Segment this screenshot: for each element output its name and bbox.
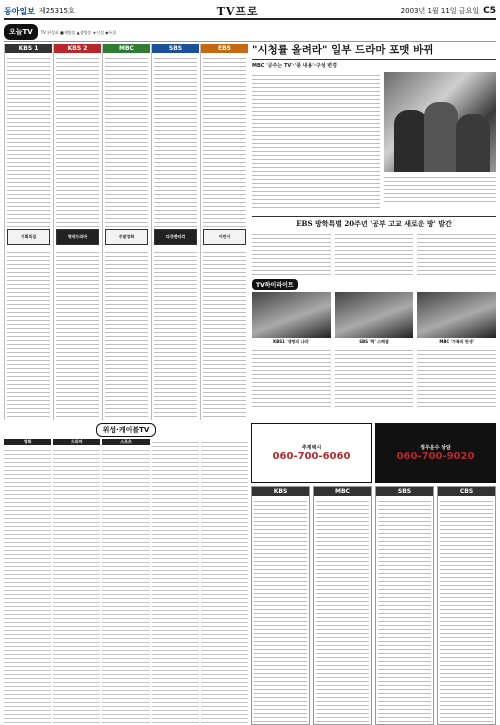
channel-column — [200, 44, 248, 420]
satellite-column — [53, 439, 100, 725]
radio-channel-header: SBS — [376, 487, 433, 496]
satellite-listing — [4, 447, 51, 725]
radio-column — [313, 486, 372, 725]
highlight-text-col — [335, 347, 414, 407]
channel-header: SBS — [152, 44, 199, 53]
bottom-section — [4, 423, 496, 725]
satellite-listing — [53, 447, 100, 725]
channel-header: EBS — [201, 44, 248, 53]
radio-column — [437, 486, 496, 725]
tv-schedule-grid — [4, 44, 248, 420]
promo-box: 기획특집 — [7, 229, 50, 245]
channel-column — [102, 44, 150, 420]
highlight-badge: TV하이라이트 — [252, 279, 298, 290]
program-listing — [154, 249, 197, 421]
sub-article-text — [417, 231, 496, 275]
ad-label: 추계택시 — [301, 445, 322, 451]
highlight-captions — [252, 339, 496, 345]
channel-header: MBC — [103, 44, 150, 53]
program-listing — [56, 249, 99, 421]
satellite-listing — [201, 439, 248, 725]
program-listing — [56, 55, 99, 227]
radio-column — [375, 486, 434, 725]
sub-article-text — [335, 231, 414, 275]
satellite-channel-header: 드라마 — [53, 439, 100, 445]
radio-listing — [378, 498, 431, 724]
issue-number: 제25315호 — [38, 7, 75, 15]
highlight-text — [252, 347, 496, 407]
article-subhead: MBC '공주는 TV'·'풍 내용'·구성 변경 — [252, 63, 337, 69]
channel-column — [4, 44, 52, 420]
satellite-cable-schedule — [4, 423, 248, 725]
section-title: TV프로 — [216, 5, 259, 18]
radio-column — [251, 486, 310, 725]
article-headline: "시청률 올려라" 일부 드라마 포맷 바뀌 — [252, 44, 496, 60]
page-number: C5 — [483, 6, 496, 16]
satellite-channel-header: 스포츠 — [102, 439, 149, 445]
ad-phone: 060-700-6060 — [272, 451, 351, 462]
today-tv-badge: 오늘TV — [4, 24, 38, 40]
masthead — [4, 4, 496, 20]
sub-article-headline: EBS 방학특별 20주년 '공부 고교 새로운 방' 발간 — [252, 216, 496, 229]
tv-guide-header — [4, 23, 496, 42]
radio-channel-header: CBS — [438, 487, 495, 496]
channel-column — [151, 44, 199, 420]
article-body — [252, 72, 496, 210]
article-text — [252, 72, 380, 210]
program-listing — [105, 249, 148, 421]
channel-header: KBS 2 — [54, 44, 101, 53]
advertisement — [375, 423, 496, 483]
program-listing — [203, 249, 246, 421]
sub-article-text — [252, 231, 331, 275]
article-photo — [384, 72, 496, 172]
program-listing — [203, 55, 246, 227]
satellite-channel-header: 영화 — [4, 439, 51, 445]
radio-channel-header: MBC — [314, 487, 371, 496]
sub-article-body — [252, 231, 496, 275]
program-listing — [154, 55, 197, 227]
radio-listing — [440, 498, 493, 724]
main-section — [4, 44, 496, 420]
satellite-column — [4, 439, 51, 725]
highlight-text-col — [417, 347, 496, 407]
feature-article — [252, 44, 496, 420]
program-listing — [7, 55, 50, 227]
photo-caption — [384, 174, 496, 204]
channel-header: KBS 1 — [5, 44, 52, 53]
satellite-badge: 위성·케이블TV — [96, 423, 157, 437]
satellite-column — [152, 439, 199, 725]
schedule-legend: TV 편성표 ■재방송 ▲생방송 ★신설 ◆특집 — [40, 29, 117, 35]
highlight-photo — [252, 292, 331, 338]
radio-listing — [316, 498, 369, 724]
promo-box: 어린이 — [203, 229, 246, 245]
highlight-photo — [417, 292, 496, 338]
ad-label: 정우운수 상담 — [420, 445, 451, 451]
highlight-photo — [335, 292, 414, 338]
highlight-caption: KBS1 '생명의 나라' — [273, 339, 310, 344]
newspaper-page — [4, 4, 496, 703]
radio-channel-header: KBS — [252, 487, 309, 496]
advertisement — [251, 423, 372, 483]
satellite-listing — [152, 439, 199, 725]
program-listing — [7, 249, 50, 421]
issue-date: 2003년 1월 11일 금요일 — [400, 7, 480, 15]
right-bottom-area — [251, 423, 496, 725]
promo-box: 주말영화 — [105, 229, 148, 245]
channel-column — [53, 44, 101, 420]
radio-listing — [254, 498, 307, 724]
highlight-text-col — [252, 347, 331, 407]
advertisement-row — [251, 423, 496, 483]
program-listing — [105, 55, 148, 227]
satellite-column — [201, 439, 248, 725]
paper-logo: 동아일보 — [4, 5, 35, 16]
highlight-caption: SBS '짝' 스페셜 — [359, 339, 389, 344]
promo-box: 다큐멘터리 — [154, 229, 197, 245]
highlight-caption: MBC '가족의 탄생' — [439, 339, 474, 344]
satellite-listing — [102, 447, 149, 725]
tv-highlight-header — [252, 279, 496, 290]
radio-schedule — [251, 486, 496, 725]
satellite-column — [102, 439, 149, 725]
highlight-photos — [252, 292, 496, 338]
ad-phone: 060-700-9020 — [396, 451, 475, 462]
promo-box: 명작드라마 — [56, 229, 99, 245]
